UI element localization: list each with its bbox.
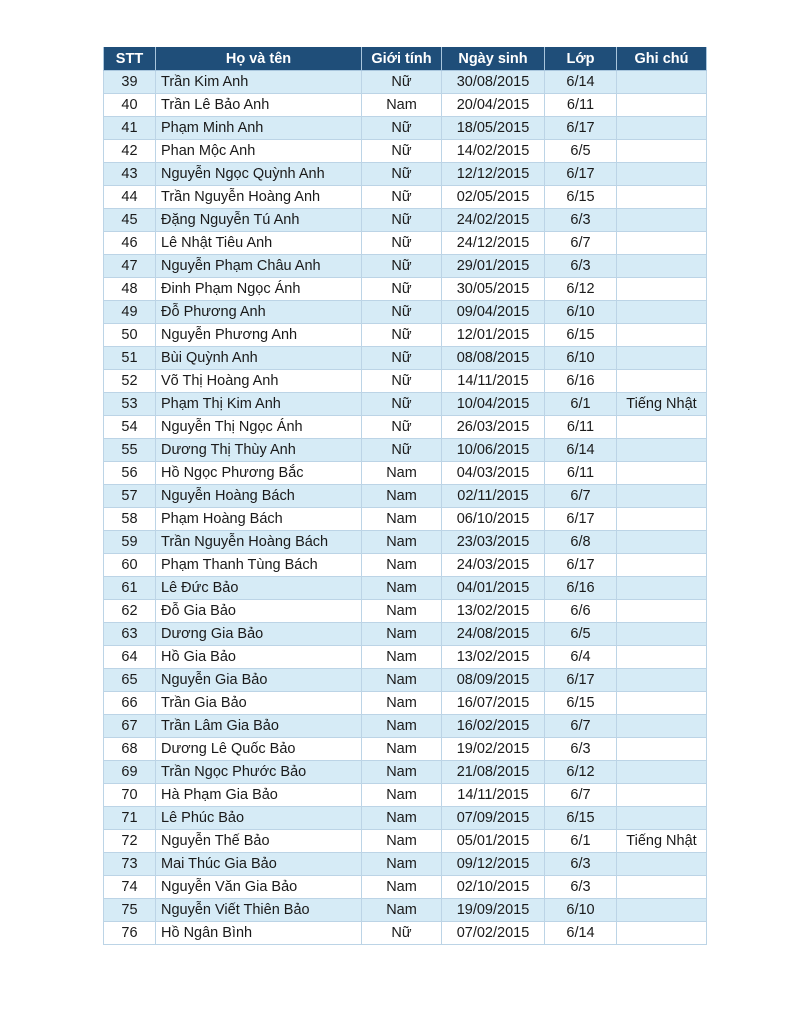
cell-full-name: Lê Đức Bảo: [156, 577, 362, 600]
table-row: [104, 140, 707, 163]
cell-class: 6/14: [545, 439, 617, 462]
cell-note: [617, 692, 707, 715]
cell-full-name: Bùi Quỳnh Anh: [156, 347, 362, 370]
cell-gender: Nữ: [362, 209, 442, 232]
table-row: [104, 71, 707, 94]
cell-class: 6/5: [545, 140, 617, 163]
cell-birth-date: 14/11/2015: [442, 784, 545, 807]
cell-stt: 51: [104, 347, 156, 370]
cell-class: 6/3: [545, 853, 617, 876]
cell-stt: 60: [104, 554, 156, 577]
cell-class: 6/15: [545, 807, 617, 830]
cell-class: 6/15: [545, 692, 617, 715]
header-class: Lớp: [545, 47, 617, 71]
cell-gender: Nữ: [362, 393, 442, 416]
cell-note: [617, 71, 707, 94]
cell-stt: 68: [104, 738, 156, 761]
table-row: [104, 416, 707, 439]
table-row: [104, 646, 707, 669]
cell-full-name: Trần Nguyễn Hoàng Anh: [156, 186, 362, 209]
table-row: [104, 853, 707, 876]
cell-stt: 67: [104, 715, 156, 738]
cell-birth-date: 13/02/2015: [442, 600, 545, 623]
table-row: [104, 94, 707, 117]
cell-full-name: Nguyễn Hoàng Bách: [156, 485, 362, 508]
cell-gender: Nam: [362, 830, 442, 853]
cell-birth-date: 09/04/2015: [442, 301, 545, 324]
cell-note: [617, 807, 707, 830]
cell-birth-date: 04/01/2015: [442, 577, 545, 600]
cell-class: 6/5: [545, 623, 617, 646]
table-row: [104, 876, 707, 899]
table-row: [104, 301, 707, 324]
cell-birth-date: 19/02/2015: [442, 738, 545, 761]
table-row: [104, 186, 707, 209]
cell-birth-date: 10/04/2015: [442, 393, 545, 416]
cell-stt: 63: [104, 623, 156, 646]
cell-stt: 65: [104, 669, 156, 692]
cell-gender: Nam: [362, 715, 442, 738]
table-body: [104, 71, 707, 945]
cell-birth-date: 05/01/2015: [442, 830, 545, 853]
cell-note: [617, 508, 707, 531]
cell-full-name: Nguyễn Gia Bảo: [156, 669, 362, 692]
cell-class: 6/14: [545, 922, 617, 945]
cell-full-name: Trần Kim Anh: [156, 71, 362, 94]
cell-full-name: Nguyễn Thị Ngọc Ánh: [156, 416, 362, 439]
cell-gender: Nam: [362, 646, 442, 669]
table-row: [104, 577, 707, 600]
cell-full-name: Phạm Minh Anh: [156, 117, 362, 140]
cell-stt: 58: [104, 508, 156, 531]
cell-birth-date: 09/12/2015: [442, 853, 545, 876]
cell-gender: Nữ: [362, 71, 442, 94]
table-row: [104, 669, 707, 692]
cell-class: 6/16: [545, 370, 617, 393]
table-row: [104, 807, 707, 830]
table-row: [104, 922, 707, 945]
cell-stt: 69: [104, 761, 156, 784]
cell-stt: 52: [104, 370, 156, 393]
cell-gender: Nữ: [362, 324, 442, 347]
cell-class: 6/12: [545, 761, 617, 784]
cell-note: [617, 186, 707, 209]
cell-stt: 61: [104, 577, 156, 600]
cell-birth-date: 12/01/2015: [442, 324, 545, 347]
cell-birth-date: 08/09/2015: [442, 669, 545, 692]
cell-stt: 70: [104, 784, 156, 807]
cell-stt: 54: [104, 416, 156, 439]
table-row: [104, 554, 707, 577]
cell-stt: 43: [104, 163, 156, 186]
cell-gender: Nữ: [362, 163, 442, 186]
table-row: [104, 163, 707, 186]
cell-birth-date: 24/03/2015: [442, 554, 545, 577]
cell-full-name: Nguyễn Phương Anh: [156, 324, 362, 347]
cell-gender: Nữ: [362, 232, 442, 255]
cell-note: [617, 600, 707, 623]
cell-class: 6/3: [545, 876, 617, 899]
table-row: [104, 439, 707, 462]
cell-full-name: Đặng Nguyễn Tú Anh: [156, 209, 362, 232]
cell-birth-date: 14/02/2015: [442, 140, 545, 163]
cell-note: [617, 370, 707, 393]
cell-full-name: Nguyễn Viết Thiên Bảo: [156, 899, 362, 922]
cell-class: 6/1: [545, 830, 617, 853]
cell-note: Tiếng Nhật: [617, 830, 707, 853]
cell-full-name: Dương Gia Bảo: [156, 623, 362, 646]
header-full-name: Họ và tên: [156, 47, 362, 71]
cell-stt: 41: [104, 117, 156, 140]
cell-birth-date: 29/01/2015: [442, 255, 545, 278]
cell-note: [617, 577, 707, 600]
cell-class: 6/3: [545, 209, 617, 232]
cell-full-name: Hồ Ngọc Phương Bắc: [156, 462, 362, 485]
cell-class: 6/7: [545, 232, 617, 255]
cell-gender: Nữ: [362, 347, 442, 370]
cell-full-name: Trần Lê Bảo Anh: [156, 94, 362, 117]
cell-full-name: Trần Nguyễn Hoàng Bách: [156, 531, 362, 554]
cell-stt: 49: [104, 301, 156, 324]
cell-class: 6/17: [545, 669, 617, 692]
cell-gender: Nữ: [362, 416, 442, 439]
cell-stt: 72: [104, 830, 156, 853]
cell-full-name: Nguyễn Văn Gia Bảo: [156, 876, 362, 899]
cell-stt: 59: [104, 531, 156, 554]
cell-birth-date: 24/02/2015: [442, 209, 545, 232]
cell-birth-date: 18/05/2015: [442, 117, 545, 140]
cell-stt: 47: [104, 255, 156, 278]
cell-birth-date: 30/08/2015: [442, 71, 545, 94]
cell-full-name: Dương Thị Thùy Anh: [156, 439, 362, 462]
cell-stt: 57: [104, 485, 156, 508]
cell-full-name: Mai Thúc Gia Bảo: [156, 853, 362, 876]
cell-stt: 53: [104, 393, 156, 416]
cell-note: [617, 554, 707, 577]
table-row: [104, 117, 707, 140]
table-row: [104, 232, 707, 255]
cell-class: 6/7: [545, 715, 617, 738]
cell-full-name: Đỗ Phương Anh: [156, 301, 362, 324]
cell-note: [617, 347, 707, 370]
cell-gender: Nữ: [362, 255, 442, 278]
cell-stt: 76: [104, 922, 156, 945]
cell-gender: Nam: [362, 623, 442, 646]
cell-stt: 44: [104, 186, 156, 209]
cell-note: [617, 531, 707, 554]
cell-note: [617, 646, 707, 669]
cell-class: 6/17: [545, 508, 617, 531]
cell-gender: Nam: [362, 807, 442, 830]
table-row: [104, 485, 707, 508]
cell-class: 6/4: [545, 646, 617, 669]
cell-gender: Nam: [362, 577, 442, 600]
cell-full-name: Phan Mộc Anh: [156, 140, 362, 163]
table-row: [104, 738, 707, 761]
cell-class: 6/17: [545, 117, 617, 140]
cell-gender: Nữ: [362, 140, 442, 163]
table-row: [104, 393, 707, 416]
cell-gender: Nam: [362, 899, 442, 922]
header-row: [104, 47, 707, 71]
cell-stt: 46: [104, 232, 156, 255]
cell-full-name: Phạm Thị Kim Anh: [156, 393, 362, 416]
cell-gender: Nữ: [362, 186, 442, 209]
cell-stt: 73: [104, 853, 156, 876]
table-row: [104, 255, 707, 278]
cell-note: Tiếng Nhật: [617, 393, 707, 416]
cell-stt: 42: [104, 140, 156, 163]
cell-birth-date: 24/08/2015: [442, 623, 545, 646]
cell-gender: Nam: [362, 531, 442, 554]
cell-full-name: Phạm Thanh Tùng Bách: [156, 554, 362, 577]
cell-full-name: Dương Lê Quốc Bảo: [156, 738, 362, 761]
cell-gender: Nam: [362, 853, 442, 876]
cell-birth-date: 02/11/2015: [442, 485, 545, 508]
table-row: [104, 347, 707, 370]
cell-class: 6/17: [545, 163, 617, 186]
cell-birth-date: 08/08/2015: [442, 347, 545, 370]
cell-note: [617, 922, 707, 945]
cell-birth-date: 06/10/2015: [442, 508, 545, 531]
cell-gender: Nam: [362, 94, 442, 117]
cell-class: 6/11: [545, 94, 617, 117]
cell-stt: 48: [104, 278, 156, 301]
header-birth-date: Ngày sinh: [442, 47, 545, 71]
cell-birth-date: 19/09/2015: [442, 899, 545, 922]
cell-class: 6/11: [545, 416, 617, 439]
cell-full-name: Nguyễn Thế Bảo: [156, 830, 362, 853]
cell-full-name: Phạm Hoàng Bách: [156, 508, 362, 531]
cell-birth-date: 04/03/2015: [442, 462, 545, 485]
cell-note: [617, 301, 707, 324]
cell-gender: Nữ: [362, 301, 442, 324]
header-stt: STT: [104, 47, 156, 71]
cell-birth-date: 13/02/2015: [442, 646, 545, 669]
cell-gender: Nam: [362, 692, 442, 715]
cell-full-name: Đỗ Gia Bảo: [156, 600, 362, 623]
cell-birth-date: 26/03/2015: [442, 416, 545, 439]
cell-stt: 55: [104, 439, 156, 462]
cell-note: [617, 278, 707, 301]
table-row: [104, 692, 707, 715]
cell-class: 6/10: [545, 899, 617, 922]
cell-gender: Nữ: [362, 922, 442, 945]
cell-gender: Nam: [362, 738, 442, 761]
cell-birth-date: 07/02/2015: [442, 922, 545, 945]
cell-note: [617, 784, 707, 807]
cell-gender: Nam: [362, 784, 442, 807]
cell-note: [617, 117, 707, 140]
table-row: [104, 600, 707, 623]
header-note: Ghi chú: [617, 47, 707, 71]
cell-stt: 50: [104, 324, 156, 347]
cell-note: [617, 485, 707, 508]
cell-note: [617, 876, 707, 899]
table-header: [104, 47, 707, 71]
student-list-table: [103, 47, 707, 945]
cell-class: 6/15: [545, 186, 617, 209]
cell-birth-date: 20/04/2015: [442, 94, 545, 117]
cell-note: [617, 416, 707, 439]
cell-note: [617, 232, 707, 255]
cell-birth-date: 16/02/2015: [442, 715, 545, 738]
cell-birth-date: 24/12/2015: [442, 232, 545, 255]
cell-birth-date: 12/12/2015: [442, 163, 545, 186]
cell-stt: 66: [104, 692, 156, 715]
table-row: [104, 278, 707, 301]
cell-class: 6/6: [545, 600, 617, 623]
cell-gender: Nam: [362, 669, 442, 692]
cell-class: 6/1: [545, 393, 617, 416]
cell-note: [617, 738, 707, 761]
cell-stt: 56: [104, 462, 156, 485]
cell-stt: 75: [104, 899, 156, 922]
cell-class: 6/7: [545, 784, 617, 807]
table-row: [104, 324, 707, 347]
cell-gender: Nữ: [362, 117, 442, 140]
cell-note: [617, 324, 707, 347]
cell-stt: 62: [104, 600, 156, 623]
cell-class: 6/10: [545, 347, 617, 370]
cell-note: [617, 623, 707, 646]
cell-class: 6/7: [545, 485, 617, 508]
cell-full-name: Nguyễn Phạm Châu Anh: [156, 255, 362, 278]
table-row: [104, 508, 707, 531]
table-row: [104, 623, 707, 646]
cell-birth-date: 02/05/2015: [442, 186, 545, 209]
cell-full-name: Trần Ngọc Phước Bảo: [156, 761, 362, 784]
cell-birth-date: 10/06/2015: [442, 439, 545, 462]
cell-full-name: Võ Thị Hoàng Anh: [156, 370, 362, 393]
cell-stt: 64: [104, 646, 156, 669]
cell-gender: Nam: [362, 462, 442, 485]
cell-birth-date: 02/10/2015: [442, 876, 545, 899]
cell-note: [617, 669, 707, 692]
cell-birth-date: 16/07/2015: [442, 692, 545, 715]
cell-note: [617, 209, 707, 232]
cell-class: 6/11: [545, 462, 617, 485]
table-row: [104, 209, 707, 232]
cell-class: 6/17: [545, 554, 617, 577]
cell-full-name: Nguyễn Ngọc Quỳnh Anh: [156, 163, 362, 186]
table-row: [104, 715, 707, 738]
cell-full-name: Hồ Gia Bảo: [156, 646, 362, 669]
cell-class: 6/12: [545, 278, 617, 301]
cell-full-name: Đinh Phạm Ngọc Ánh: [156, 278, 362, 301]
cell-gender: Nữ: [362, 439, 442, 462]
cell-class: 6/14: [545, 71, 617, 94]
cell-gender: Nam: [362, 876, 442, 899]
cell-stt: 71: [104, 807, 156, 830]
table-row: [104, 531, 707, 554]
cell-gender: Nam: [362, 508, 442, 531]
cell-note: [617, 715, 707, 738]
cell-full-name: Lê Phúc Bảo: [156, 807, 362, 830]
cell-stt: 40: [104, 94, 156, 117]
cell-birth-date: 30/05/2015: [442, 278, 545, 301]
cell-birth-date: 21/08/2015: [442, 761, 545, 784]
table-row: [104, 899, 707, 922]
cell-full-name: Hà Phạm Gia Bảo: [156, 784, 362, 807]
table-row: [104, 830, 707, 853]
cell-stt: 39: [104, 71, 156, 94]
table-row: [104, 761, 707, 784]
cell-birth-date: 07/09/2015: [442, 807, 545, 830]
table-row: [104, 462, 707, 485]
cell-birth-date: 14/11/2015: [442, 370, 545, 393]
cell-note: [617, 853, 707, 876]
cell-class: 6/3: [545, 255, 617, 278]
cell-class: 6/10: [545, 301, 617, 324]
cell-note: [617, 255, 707, 278]
header-gender: Giới tính: [362, 47, 442, 71]
cell-gender: Nam: [362, 554, 442, 577]
cell-full-name: Hồ Ngân Bình: [156, 922, 362, 945]
cell-class: 6/3: [545, 738, 617, 761]
cell-stt: 45: [104, 209, 156, 232]
table-row: [104, 370, 707, 393]
cell-stt: 74: [104, 876, 156, 899]
cell-note: [617, 462, 707, 485]
cell-note: [617, 439, 707, 462]
cell-note: [617, 163, 707, 186]
table-row: [104, 784, 707, 807]
cell-note: [617, 899, 707, 922]
cell-full-name: Trần Gia Bảo: [156, 692, 362, 715]
cell-birth-date: 23/03/2015: [442, 531, 545, 554]
cell-full-name: Lê Nhật Tiêu Anh: [156, 232, 362, 255]
cell-gender: Nam: [362, 485, 442, 508]
cell-note: [617, 94, 707, 117]
cell-class: 6/8: [545, 531, 617, 554]
cell-class: 6/15: [545, 324, 617, 347]
cell-gender: Nam: [362, 761, 442, 784]
cell-class: 6/16: [545, 577, 617, 600]
cell-full-name: Trần Lâm Gia Bảo: [156, 715, 362, 738]
cell-gender: Nữ: [362, 370, 442, 393]
cell-gender: Nữ: [362, 278, 442, 301]
cell-note: [617, 761, 707, 784]
cell-gender: Nam: [362, 600, 442, 623]
cell-note: [617, 140, 707, 163]
